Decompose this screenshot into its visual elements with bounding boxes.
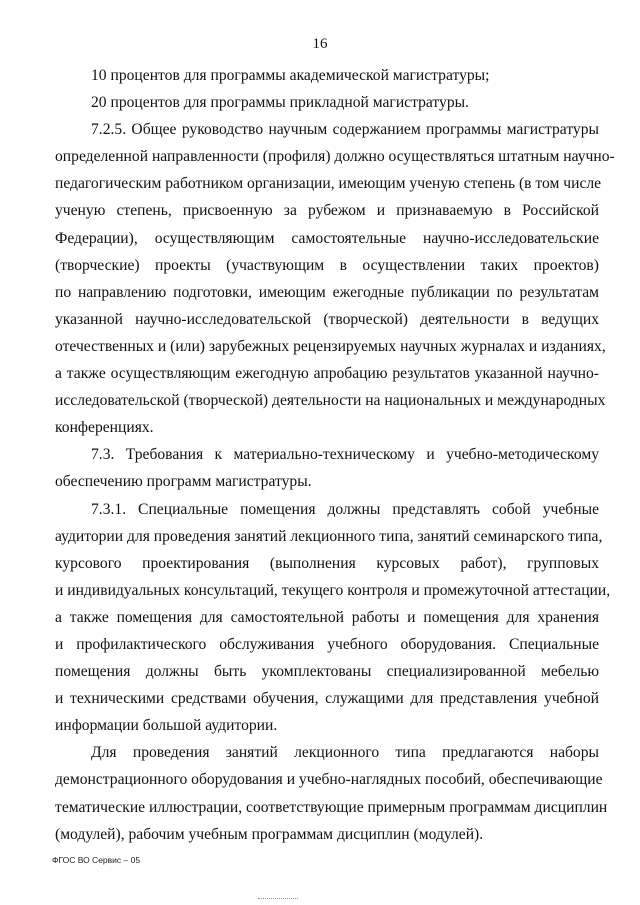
text-line: исследовательской (творческой) деятельности на национальных и международных	[55, 392, 606, 410]
document-body	[55, 62, 615, 848]
text-line: а также осуществляющим ежегодную апробацию результатов указанной научно-	[55, 365, 599, 383]
page-number: 16	[312, 36, 328, 52]
text-line: 10 процентов для программы академической магистратуры;	[91, 67, 490, 84]
text-line: (творческие) проекты (участвующим в осуществлении таких проектов)	[55, 256, 599, 274]
text-line: 7.3.1. Специальные помещения должны представлять собой учебные	[91, 500, 599, 518]
text-line: а также помещения для самостоятельной работы и помещения для хранения	[55, 608, 599, 626]
text-line: (модулей), рабочим учебным программам дисциплин (модулей).	[55, 825, 484, 843]
text-line: определенной направленности (профиля) должно осуществляться штатным научно-	[55, 148, 615, 166]
text-line: указанной научно-исследовательской (творческой) деятельности в ведущих	[55, 310, 599, 328]
text-line: и индивидуальных консультаций, текущего контроля и промежуточной аттестации,	[55, 581, 611, 599]
text-line: тематические иллюстрации, соответствующие примерным программам дисциплин	[55, 798, 608, 816]
text-line: курсового проектирования (выполнения курсовых работ), групповых	[55, 554, 599, 572]
text-line: 20 процентов для программы прикладной магистратуры.	[91, 94, 469, 112]
text-line: обеспечению программ магистратуры.	[55, 473, 312, 491]
text-line: педагогическим работником организации, имеющим ученую степень (в том числе	[55, 175, 602, 193]
text-line: информации большой аудитории.	[55, 717, 278, 735]
text-line: конференциях.	[55, 419, 154, 437]
text-line: отечественных и (или) зарубежных рецензируемых научных журналах и изданиях,	[55, 337, 606, 355]
text-line: демонстрационного оборудования и учебно-наглядных пособий, обеспечивающие	[55, 771, 603, 789]
text-line: ученую степень, присвоенную за рубежом и признаваемую в Российской	[55, 202, 599, 220]
text-line: и профилактического обслуживания учебного оборудования. Специальные	[55, 635, 599, 653]
text-line: по направлению подготовки, имеющим ежегодные публикации по результатам	[55, 283, 599, 301]
text-line: Федерации), осуществляющим самостоятельные научно-исследовательские	[55, 229, 599, 247]
text-line: аудитории для проведения занятий лекционного типа, занятий семинарского типа,	[55, 527, 603, 545]
text-line: Для проведения занятий лекционного типа предлагаются наборы	[91, 744, 599, 762]
scan-mark	[258, 898, 298, 901]
text-line: 7.2.5. Общее руководство научным содержанием программы магистратуры	[91, 121, 599, 139]
text-line: и техническими средствами обучения, служащими для представления учебной	[55, 690, 599, 708]
text-line: 7.3. Требования к материально-техническому и учебно-методическому	[91, 446, 599, 464]
text-line: помещения должны быть укомплектованы специализированной мебелью	[55, 663, 599, 681]
footer-label: ФГОС ВО Сервис – 05	[52, 855, 141, 865]
